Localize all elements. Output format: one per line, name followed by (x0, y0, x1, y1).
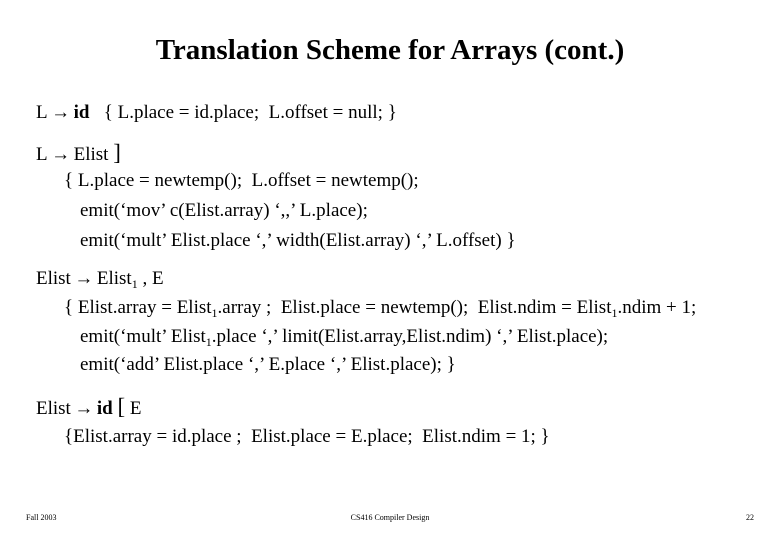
rule4-line2: {Elist.array = id.place ; Elist.place = E.place; Elist.ndim = 1; } (64, 426, 550, 447)
rule2-line4: emit(‘mult’ Elist.place ‘,’ width(Elist.array) ‘,’ L.offset) } (80, 230, 516, 251)
rule2-line1 (36, 142, 121, 166)
subscript: 1 (611, 306, 618, 320)
rule1-rhs: id (73, 102, 90, 123)
text: .array ; Elist.place = newtemp(); Elist.ndim = Elist (217, 297, 612, 318)
subscript: 1 (131, 277, 138, 291)
rule4-rhs-e: E (129, 398, 142, 419)
text: emit(‘mult’ Elist (80, 326, 206, 347)
rule3-rhs-rest: , E (137, 268, 164, 289)
arrow-icon: → (51, 102, 71, 123)
rule2-rhs: Elist (73, 144, 109, 165)
rule4-lhs: Elist (36, 398, 71, 419)
text: { Elist.array = Elist (64, 297, 212, 318)
rule2-line2: { L.place = newtemp(); L.offset = newtemp(); (64, 170, 419, 191)
rule1-line1 (36, 102, 397, 124)
footer-center: CS416 Compiler Design (350, 513, 430, 522)
rule3-rhs: Elist (96, 268, 132, 289)
rule4-open-bracket: [ (117, 394, 126, 419)
subscript: 1 (211, 306, 218, 320)
rule1-action: { L.place = id.place; L.offset = null; } (103, 102, 397, 123)
rule3-line1 (36, 268, 164, 290)
rule3-line3 (80, 326, 608, 348)
rule4-line1 (36, 396, 141, 420)
arrow-icon: → (51, 144, 71, 165)
rule3-line2 (64, 297, 696, 319)
text: .place ‘,’ limit(Elist.array,Elist.ndim) ‘,’ Elist.place); (211, 326, 609, 347)
arrow-icon: → (74, 398, 94, 419)
text: .ndim + 1; (617, 297, 697, 318)
footer-left: Fall 2003 (26, 513, 57, 522)
rule1-lhs: L (36, 102, 48, 123)
rule3-lhs: Elist (36, 268, 71, 289)
rule2-line3: emit(‘mov’ c(Elist.array) ‘,,’ L.place); (80, 200, 368, 221)
rule2-lhs: L (36, 144, 48, 165)
subscript: 1 (205, 335, 212, 349)
rule2-close-bracket: ] (113, 140, 121, 165)
rule4-rhs-id: id (96, 398, 113, 419)
slide-title: Translation Scheme for Arrays (cont.) (155, 34, 625, 66)
arrow-icon: → (74, 268, 94, 289)
footer-page-number: 22 (746, 513, 754, 522)
rule3-line4: emit(‘add’ Elist.place ‘,’ E.place ‘,’ Elist.place); } (80, 354, 456, 375)
